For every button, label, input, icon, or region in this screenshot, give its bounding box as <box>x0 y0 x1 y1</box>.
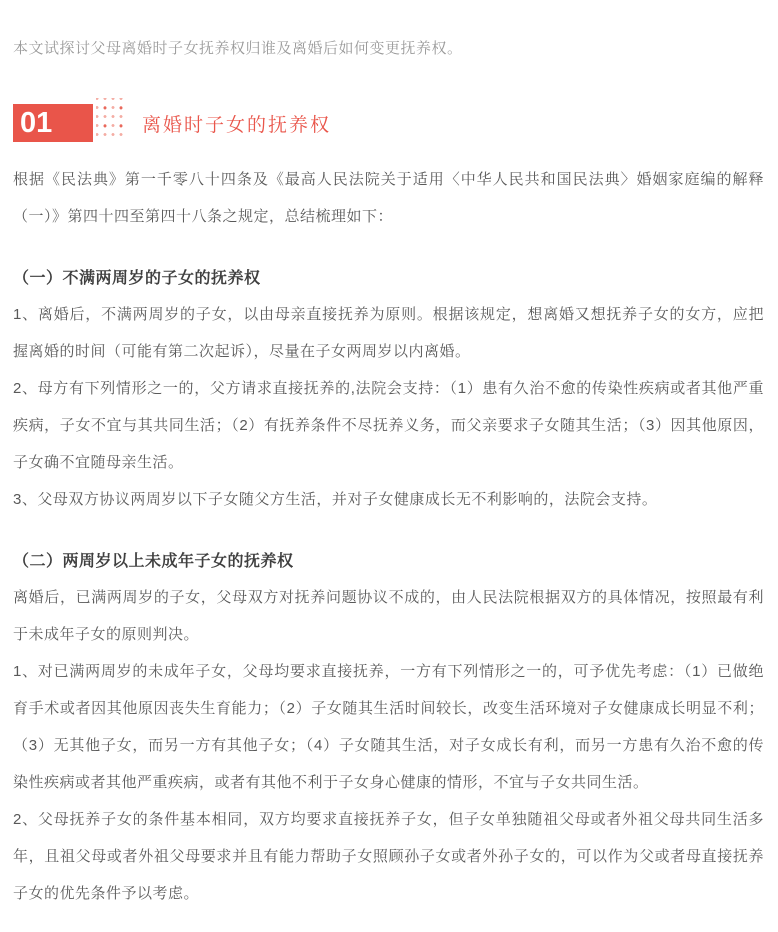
subsection-2-heading: （二）两周岁以上未成年子女的抚养权 <box>13 553 294 570</box>
body-paragraph: 1、离婚后，不满两周岁的子女，以由母亲直接抚养为原则。根据该规定，想离婚又想抚养子女的女方，应把握离婚的时间（可能有第二次起诉），尽量在子女两周岁以内离婚。 <box>13 306 764 360</box>
article-intro-text: 本文试探讨父母离婚时子女抚养权归谁及离婚后如何变更抚养权。 <box>13 40 463 57</box>
subsection-1 <box>13 265 764 518</box>
section-1-header <box>13 103 764 143</box>
section-lead-paragraph: 根据《民法典》第一千零八十四条及《最高人民法院关于适用〈中华人民共和国民法典〉婚姻家庭编的解释（一）》第四十四至第四十八条之规定，总结梳理如下： <box>13 171 764 225</box>
body-paragraph: 离婚后，已满两周岁的子女，父母双方对抚养问题协议不成的，由人民法院根据双方的具体情况，按照最有利于未成年子女的原则判决。 <box>13 589 764 643</box>
dot-grid-decoration-icon <box>96 98 124 136</box>
body-paragraph: 2、母方有下列情形之一的，父方请求直接抚养的,法院会支持：（1）患有久治不愈的传染性疾病或者其他严重疾病，子女不宜与其共同生活；（2）有抚养条件不尽抚养义务，而父亲要求子女随其生活；（3）因其他原因，子女确不宜随母亲生活。 <box>13 380 764 471</box>
subsection-1-heading: （一）不满两周岁的子女的抚养权 <box>13 270 261 287</box>
section-number-badge: 01 <box>13 104 93 142</box>
body-paragraph: 1、对已满两周岁的未成年子女，父母均要求直接抚养，一方有下列情形之一的，可予优先考虑：（1）已做绝育手术或者因其他原因丧失生育能力；（2）子女随其生活时间较长，改变生活环境对子女健康成长明显不利；（3）无其他子女，而另一方有其他子女；（4）子女随其生活，对子女成长有利，而另一方患有久治不愈的传染性疾病或者其他严重疾病，或者有其他不利于子女身心健康的情形，不宜与子女共同生活。 <box>13 663 764 791</box>
body-paragraph: 2、父母抚养子女的条件基本相同，双方均要求直接抚养子女，但子女单独随祖父母或者外祖父母共同生活多年，且祖父母或者外祖父母要求并且有能力帮助子女照顾孙子女或者外孙子女的，可以作为父或者母直接抚养子女的优先条件予以考虑。 <box>13 811 764 902</box>
section-title: 离婚时子女的抚养权 <box>142 114 332 136</box>
subsection-2 <box>13 548 764 912</box>
body-paragraph: 3、父母双方协议两周岁以下子女随父方生活，并对子女健康成长无不利影响的，法院会支持。 <box>13 491 658 508</box>
